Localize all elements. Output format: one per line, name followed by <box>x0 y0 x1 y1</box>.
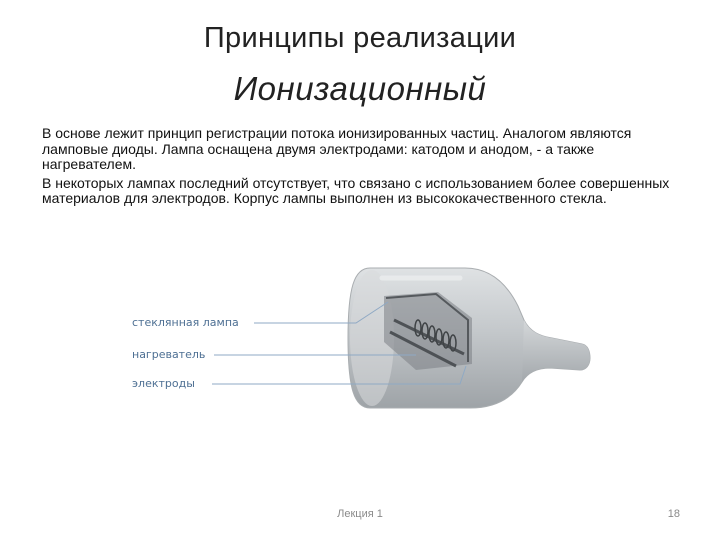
label-electrodes: электроды <box>132 377 195 390</box>
paragraph: В основе лежит принцип регистрации потока ионизированных частиц. Аналогом являются ламповые диоды. Лампа оснащена двумя электродами: катодом и анодом, - а также нагревателем. <box>42 125 632 172</box>
footer-page-number: 18 <box>667 508 680 520</box>
label-glass-lamp: стеклянная лампа <box>132 316 239 329</box>
body-text <box>42 126 682 210</box>
paragraph: В некоторых лампах последний отсутствует, что связано с использованием более совершенных материалов для электродов. Корпус лампы выполнен из высококачественного стекла. <box>42 174 670 206</box>
slide-title: Принципы реализации <box>203 22 517 54</box>
footer-lecture: Лекция 1 <box>337 508 383 520</box>
label-heater: нагреватель <box>132 348 206 361</box>
lamp-diagram <box>120 262 600 412</box>
slide-subtitle: Ионизационный <box>233 70 487 107</box>
